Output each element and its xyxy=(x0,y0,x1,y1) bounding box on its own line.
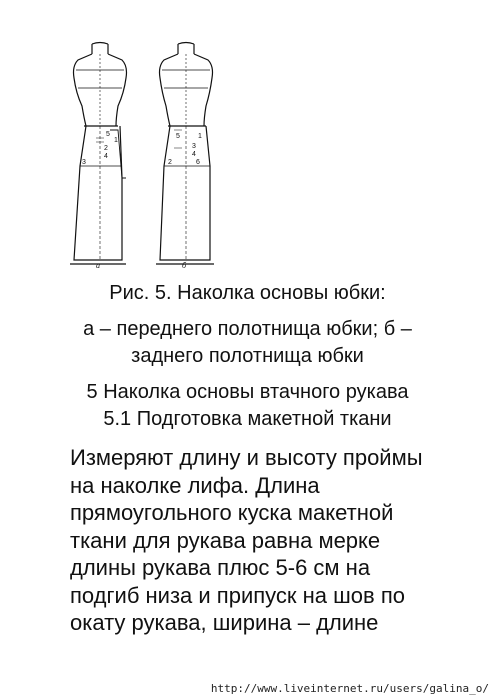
mark-a-2: 2 xyxy=(104,145,108,152)
section-heading: 5 Наколка основы втачного рукава xyxy=(86,381,409,403)
source-url: http://www.liveinternet.ru/users/galina_o/ xyxy=(210,682,489,695)
figure-caption-line1: а – переднего полотнища юбки; б – xyxy=(83,318,412,340)
dress-form-illustration xyxy=(60,38,230,268)
body-line: окату рукава, ширина – длине xyxy=(70,610,379,635)
body-line: на наколке лифа. Длина xyxy=(70,472,320,498)
mark-a-1: 1 xyxy=(114,137,118,144)
mark-b-3: 3 xyxy=(192,143,196,150)
panel-a-label: а xyxy=(96,261,100,268)
figure-caption-title: Рис. 5. Наколка основы юбки: xyxy=(109,282,386,304)
body-line: подгиб низа и припуск на шов по xyxy=(70,582,405,608)
mark-b-2: 2 xyxy=(168,159,172,166)
figure-caption-line2: заднего полотнища юбки xyxy=(131,345,364,367)
mark-b-4: 4 xyxy=(192,151,196,158)
mark-a-3: 3 xyxy=(82,159,86,166)
body-line: прямоугольного куска макетной xyxy=(70,500,394,525)
body-line: длины рукава плюс 5-6 см на xyxy=(70,555,371,580)
mark-b-1: 1 xyxy=(198,133,202,140)
body-line: Измеряют длину и высоту проймы xyxy=(70,445,423,470)
body-line: ткани для рукава равна мерке xyxy=(70,527,381,553)
mark-a-4: 4 xyxy=(104,153,108,160)
panel-b-label: б xyxy=(182,261,187,268)
mark-b-5: 5 xyxy=(176,133,180,140)
body-paragraph xyxy=(70,444,475,637)
mark-a-5: 5 xyxy=(106,131,110,138)
section-subheading: 5.1 Подготовка макетной ткани xyxy=(103,408,392,430)
mark-b-6: 6 xyxy=(196,159,200,166)
skirt-draping-figure xyxy=(60,38,230,268)
panel-b-back-form xyxy=(156,43,214,265)
panel-a-front-form xyxy=(70,43,127,265)
